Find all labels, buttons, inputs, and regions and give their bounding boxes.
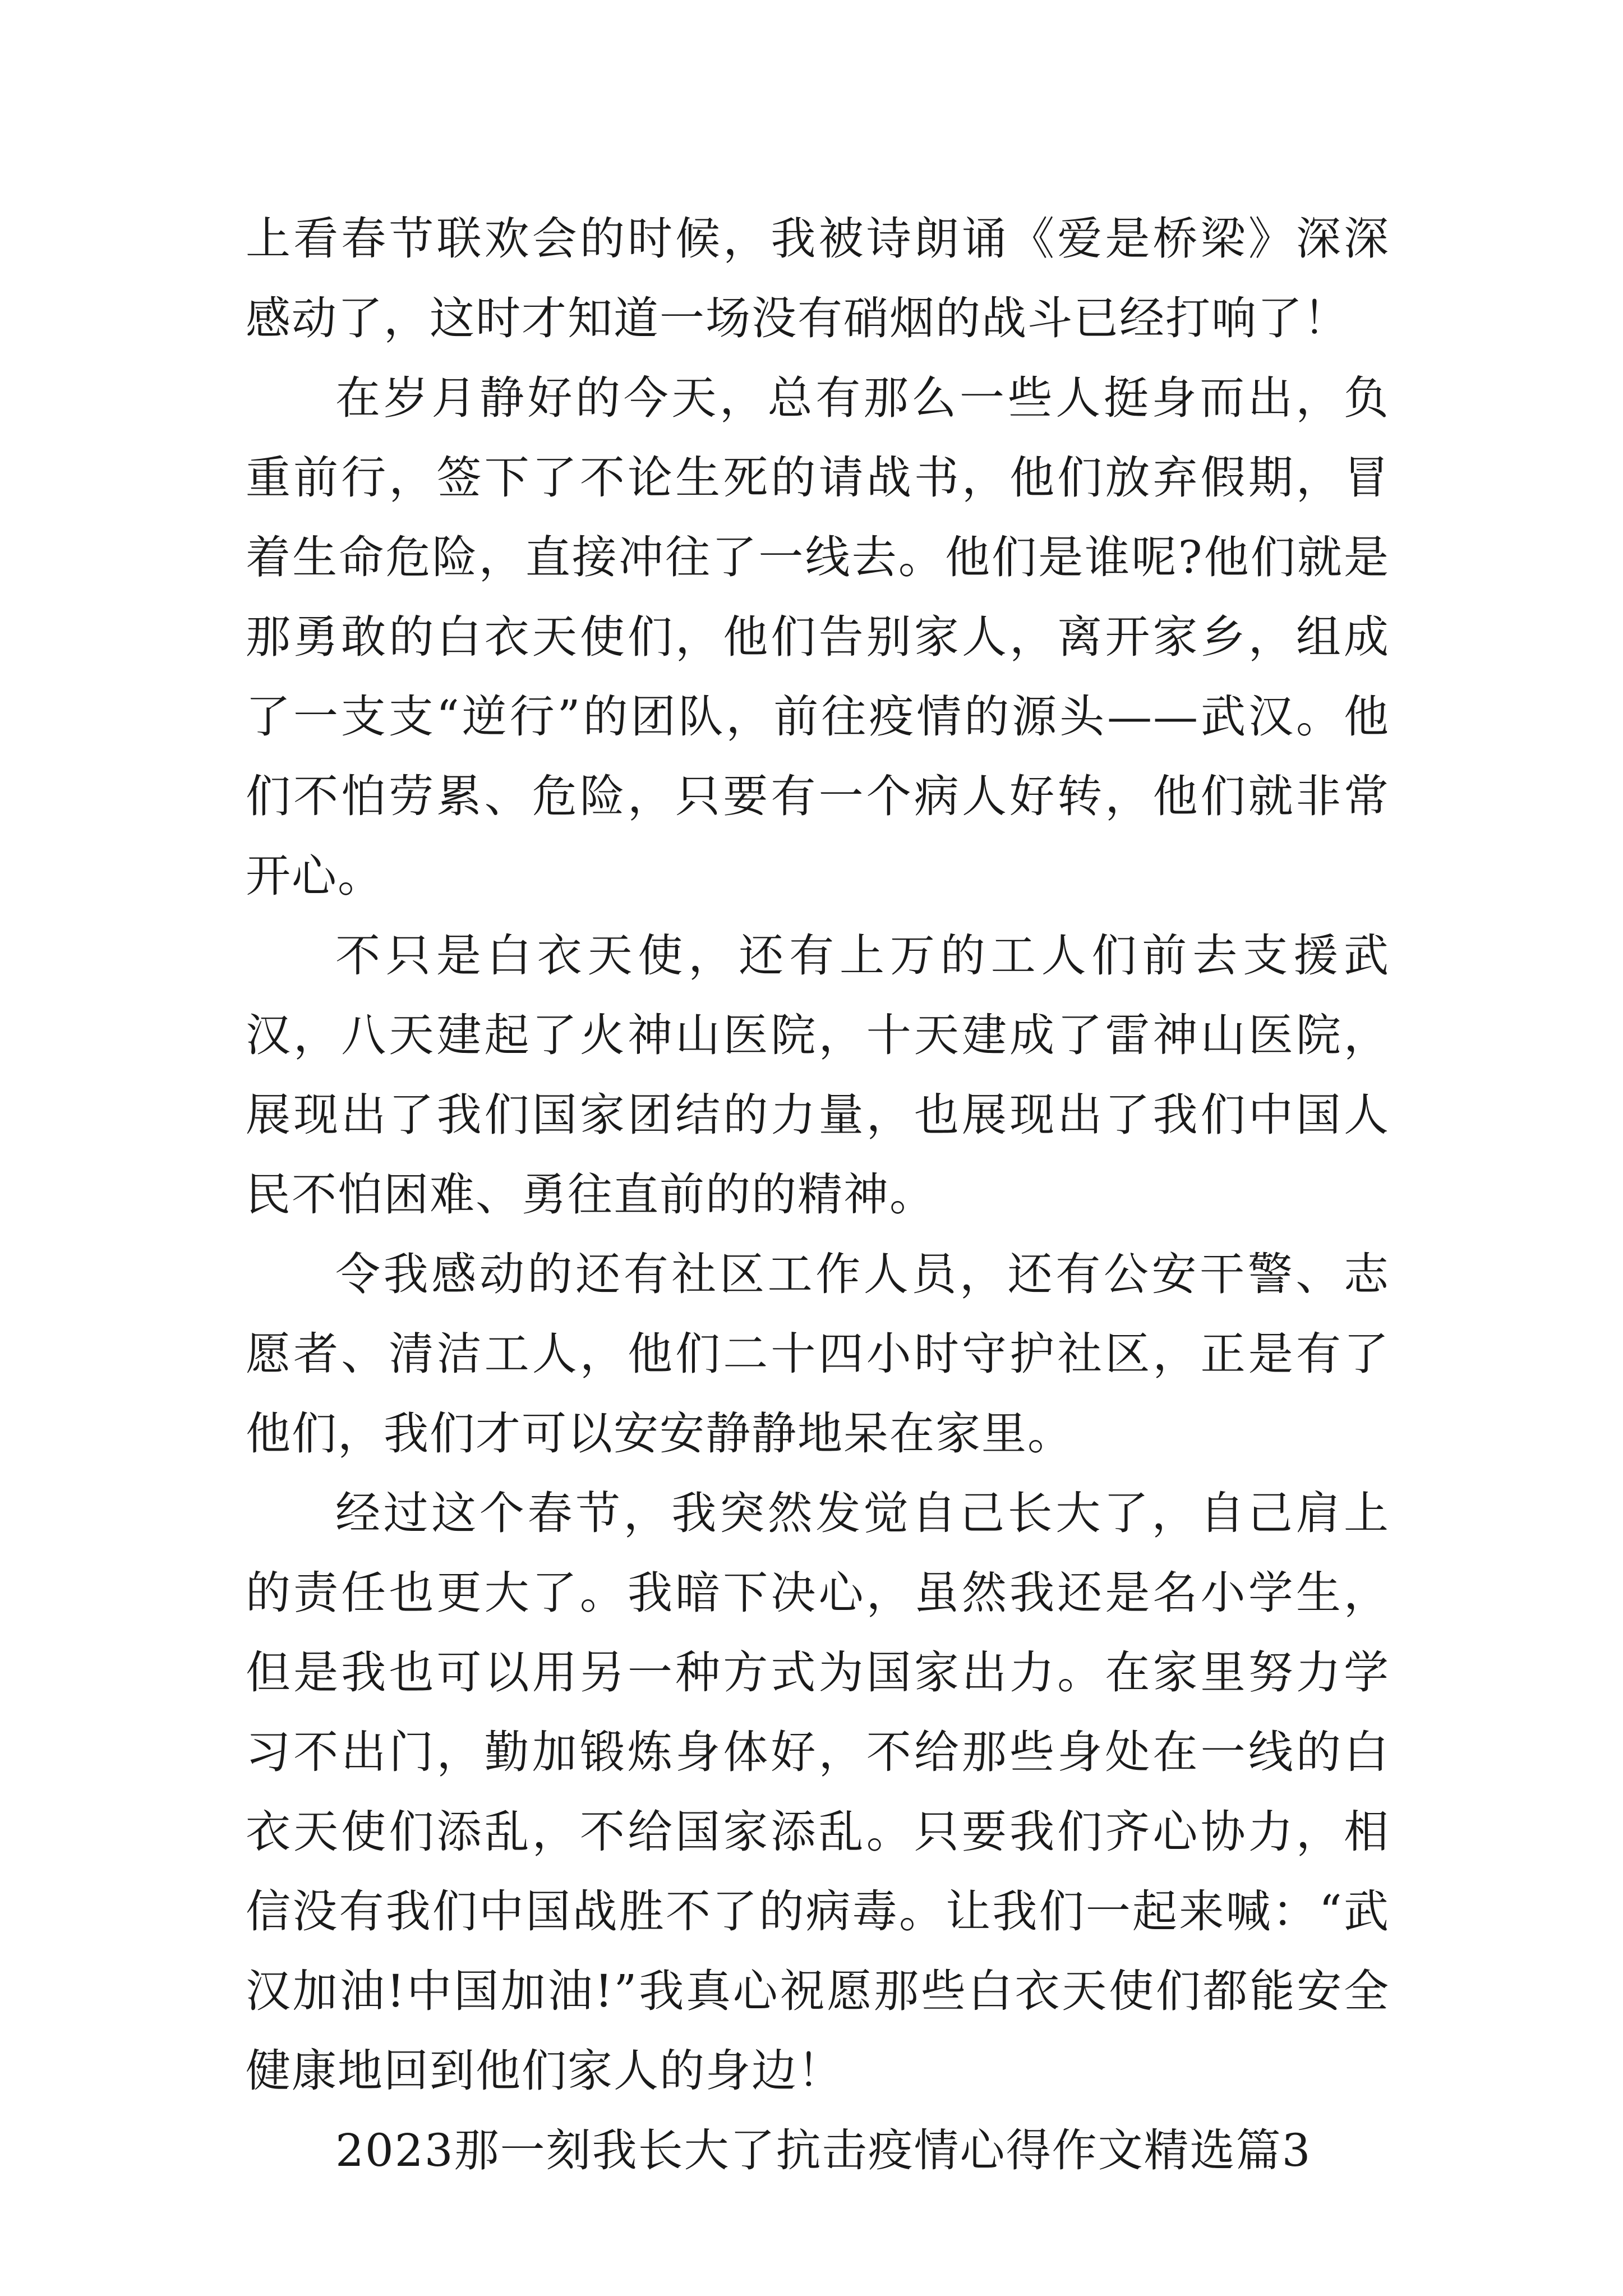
paragraph-growing-up: 经过这个春节，我突然发觉自己长大了，自己肩上的责任也更大了。我暗下决心，虽然我还是名小学生，但是我也可以用另一种方式为国家出力。在家里努力学习不出门，勤加锻炼身体好，不给那些身处在一线的白衣天使们添乱，不给国家添乱。只要我们齐心协力，相信没有我们中国战胜不了的病毒。让我们一起来喊：“武汉加油!中国加油!”我真心祝愿那些白衣天使们都能安全健康地回到他们家人的身边！ [246, 1487, 1390, 2097]
paragraph-community-workers: 令我感动的还有社区工作人员，还有公安干警、志愿者、清洁工人，他们二十四小时守护社区，正是有了他们，我们才可以安安静静地呆在家里。 [246, 1248, 1390, 1460]
paragraph-frontline-medics: 在岁月静好的今天，总有那么一些人挺身而出，负重前行，签下了不论生死的请战书，他们放弃假期，冒着生命危险，直接冲往了一线去。他们是谁呢?他们就是那勇敢的白衣天使们，他们告别家人，离开家乡，组成了一支支“逆行”的团队，前往疫情的源头——武汉。他们不怕劳累、危险，只要有一个病人好转，他们就非常开心。 [246, 372, 1390, 902]
document-body [246, 199, 1390, 2191]
paragraph-hospital-builders: 不只是白衣天使，还有上万的工人们前去支援武汉，八天建起了火神山医院，十天建成了雷神山医院，展现出了我们国家团结的力量，也展现出了我们中国人民不怕困难、勇往直前的的精神。 [246, 930, 1390, 1221]
section-heading: 2023那一刻我长大了抗击疫情心得作文精选篇3 [335, 2124, 1312, 2177]
paragraph-continuation: 上看春节联欢会的时候，我被诗朗诵《爱是桥梁》深深感动了，这时才知道一场没有硝烟的战斗已经打响了！ [246, 213, 1390, 344]
